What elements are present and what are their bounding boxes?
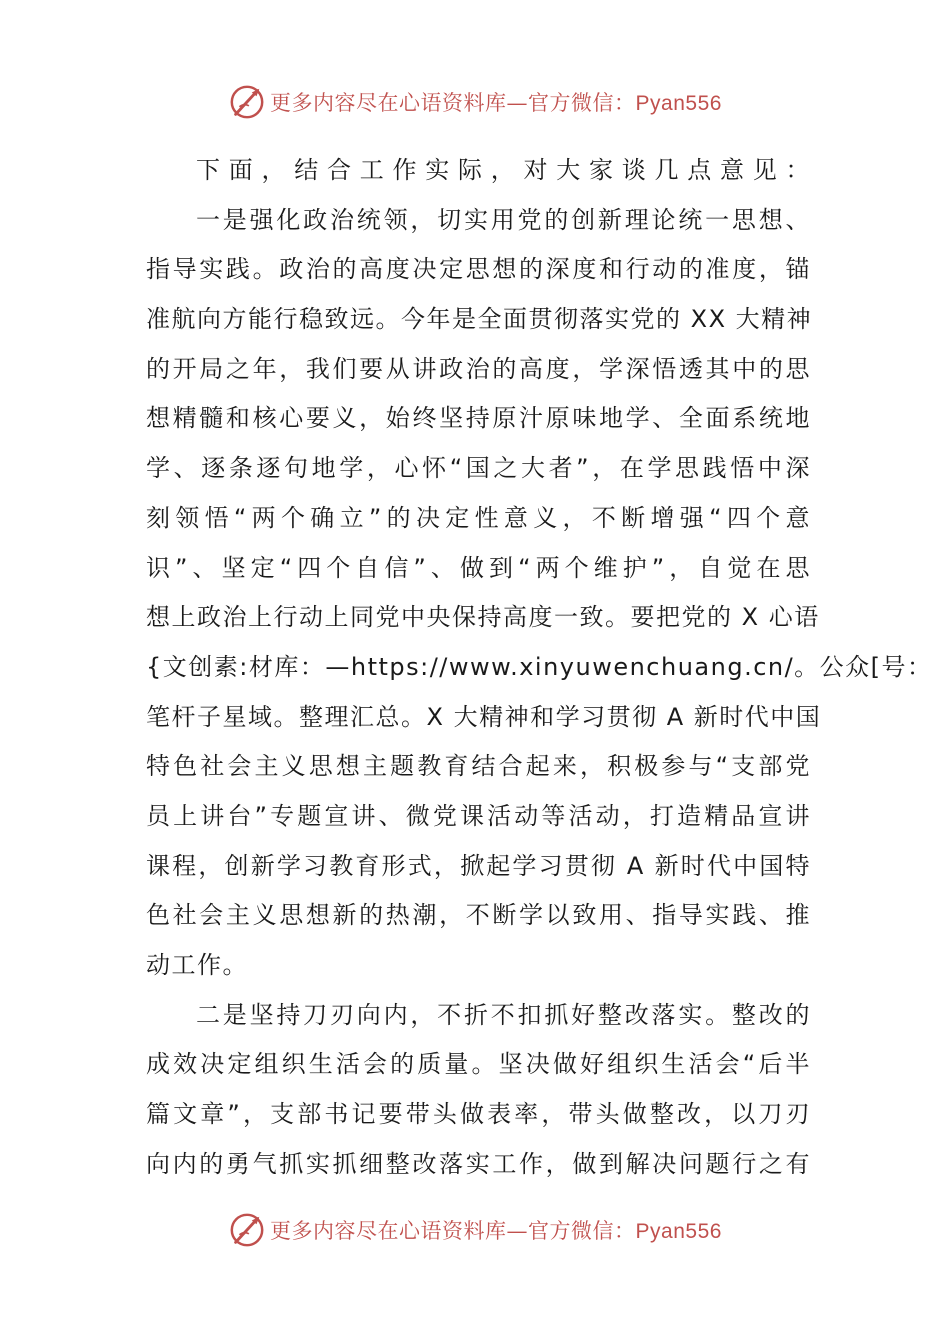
- footer-banner-handle: Pyan556: [635, 1220, 722, 1243]
- text-line: 指导实践。政治的高度决定思想的深度和行动的准度，锚: [146, 255, 811, 284]
- header-banner-handle: Pyan556: [635, 92, 722, 115]
- text-line: 想精髓和核心要义，始终坚持原汁原味地学、全面系统地: [146, 404, 811, 433]
- text-line: 刻领悟“两个确立”的决定性意义，不断增强“四个意: [146, 503, 811, 532]
- document-body: [146, 146, 933, 1189]
- text-line: 下面，结合工作实际，对大家谈几点意见：: [196, 156, 811, 184]
- text-line: 动工作。: [146, 951, 248, 979]
- footer-banner: [0, 1208, 950, 1252]
- text-line: 篇文章”，支部书记要带头做表率，带头做整改，以刀刃: [146, 1100, 811, 1129]
- text-line: 的开局之年，我们要从讲政治的高度，学深悟透其中的思: [146, 354, 811, 383]
- text-line: 一是强化政治统领，切实用党的创新理论统一思想、: [196, 205, 811, 234]
- text-line: 课程，创新学习教育形式，掀起学习贯彻 A 新时代中国特: [146, 851, 811, 880]
- text-line: 想上政治上行动上同党中央保持高度一致。要把党的 X 心语: [146, 603, 820, 632]
- pen-logo-icon: [228, 1211, 266, 1249]
- footer-banner-text: [270, 1215, 722, 1245]
- footer-banner-label: 更多内容尽在心语资料库—官方微信：: [270, 1219, 636, 1243]
- header-banner-text: [270, 87, 722, 117]
- text-line: 向内的勇气抓实抓细整改落实工作，做到解决问题行之有: [146, 1149, 811, 1178]
- text-line: 准航向方能行稳致远。今年是全面贯彻落实党的 XX 大精神: [146, 305, 813, 334]
- header-banner: [0, 80, 950, 124]
- text-line: 员上讲台”专题宣讲、微党课活动等活动，打造精品宣讲: [146, 801, 811, 830]
- text-line: {文创素:材库：—https://www.xinyuwenchuang.cn/。公众[号：: [146, 652, 933, 681]
- text-line: 学、逐条逐句地学，心怀“国之大者”，在学思践悟中深: [146, 454, 811, 483]
- text-line: 识”、坚定“四个自信”、做到“两个维护”，自觉在思: [146, 553, 811, 582]
- text-line: 二是坚持刀刃向内，不折不扣抓好整改落实。整改的: [196, 1000, 811, 1029]
- text-line: 笔杆子星域。整理汇总。X 大精神和学习贯彻 A 新时代中国: [146, 702, 822, 731]
- header-banner-label: 更多内容尽在心语资料库—官方微信：: [270, 91, 636, 115]
- text-line: 成效决定组织生活会的质量。坚决做好组织生活会“后半: [146, 1050, 811, 1079]
- text-line: 色社会主义思想新的热潮，不断学以致用、指导实践、推: [146, 901, 811, 930]
- text-line: 特色社会主义思想主题教育结合起来，积极参与“支部党: [146, 752, 811, 781]
- pen-logo-icon: [228, 83, 266, 121]
